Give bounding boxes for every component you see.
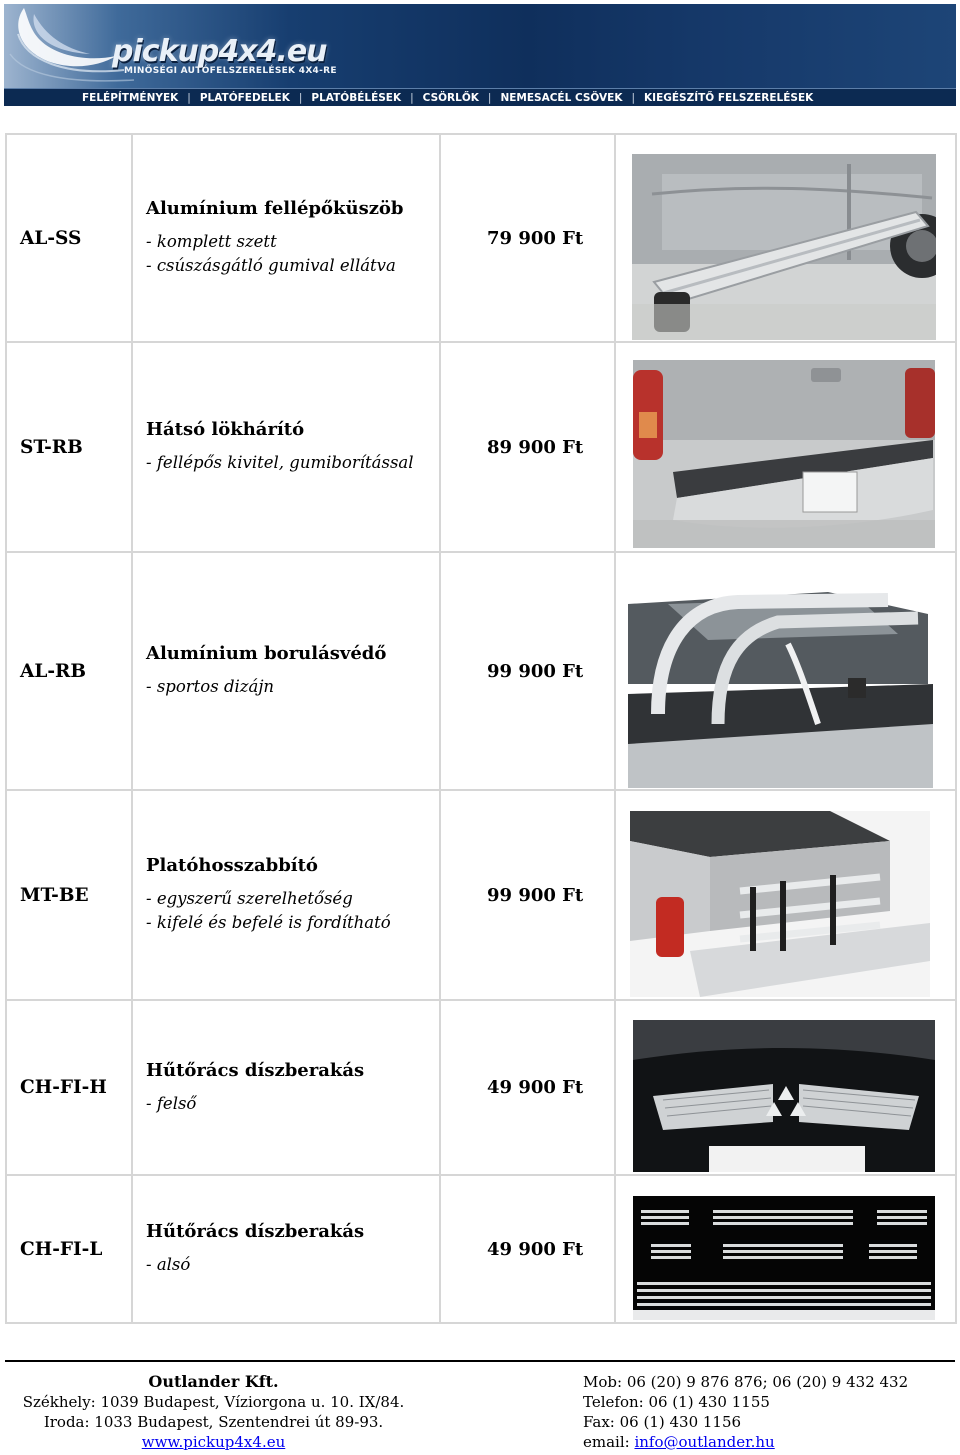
product-price: 49 900 Ft bbox=[440, 1000, 615, 1175]
product-name: Alumínium fellépőküszöb bbox=[146, 198, 404, 219]
table-row bbox=[6, 134, 956, 342]
product-description bbox=[132, 552, 440, 790]
brand-tagline: MINŐSÉGI AUTÓFELSZERELÉSEK 4X4-RE bbox=[124, 66, 337, 76]
bed-extender-photo bbox=[630, 811, 930, 997]
product-description bbox=[132, 790, 440, 1000]
nav-item-platobelesek[interactable]: PLATÓBÉLÉSEK bbox=[311, 92, 402, 104]
company-headquarters: Székhely: 1039 Budapest, Víziorgona u. 10. IX/84. bbox=[22, 1393, 405, 1411]
table-row bbox=[6, 790, 956, 1000]
nav-separator: | bbox=[631, 92, 636, 104]
product-price: 79 900 Ft bbox=[440, 134, 615, 342]
nav-separator: | bbox=[298, 92, 303, 104]
nav-separator: | bbox=[410, 92, 414, 104]
product-price: 99 900 Ft bbox=[440, 790, 615, 1000]
footer-divider bbox=[5, 1360, 955, 1362]
rear-bumper-photo bbox=[633, 360, 935, 548]
product-feature: - alsó bbox=[146, 1255, 191, 1274]
nav-item-felepitmenyek[interactable]: FELÉPÍTMÉNYEK bbox=[82, 92, 179, 104]
nav-separator: | bbox=[487, 92, 492, 104]
nav-item-nemesacel-csovek[interactable]: NEMESACÉL CSÖVEK bbox=[500, 92, 623, 104]
table-row bbox=[6, 342, 956, 552]
product-price: 49 900 Ft bbox=[440, 1175, 615, 1323]
site-banner bbox=[4, 4, 956, 106]
product-name: Hátsó lökhárító bbox=[146, 419, 305, 440]
product-feature: - sportos dizájn bbox=[146, 677, 275, 696]
email-link[interactable]: info@outlander.hu bbox=[634, 1433, 775, 1451]
product-description bbox=[132, 342, 440, 552]
nav-item-kiegeszito-felszerelesek[interactable]: KIEGÉSZÍTŐ FELSZERELÉSEK bbox=[644, 92, 814, 104]
product-code: MT-BE bbox=[6, 790, 132, 1000]
roll-bar-photo bbox=[628, 574, 933, 788]
product-code: CH-FI-L bbox=[6, 1175, 132, 1323]
product-name: Platóhosszabbító bbox=[146, 855, 318, 876]
product-code: ST-RB bbox=[6, 342, 132, 552]
product-code: AL-SS bbox=[6, 134, 132, 342]
product-price-table bbox=[5, 133, 957, 1324]
product-name: Hűtőrács díszberakás bbox=[146, 1059, 365, 1081]
nav-separator: | bbox=[187, 92, 191, 104]
product-photo-cell bbox=[615, 1000, 956, 1175]
brand-logo-text[interactable]: pickup4x4.eu bbox=[112, 34, 327, 69]
product-price: 99 900 Ft bbox=[440, 552, 615, 790]
product-photo-cell bbox=[615, 790, 956, 1000]
table-row bbox=[6, 1000, 956, 1175]
company-office: Iroda: 1033 Budapest, Szentendrei út 89-93. bbox=[43, 1413, 384, 1431]
lower-grille-photo bbox=[633, 1196, 935, 1320]
contact-fax: Fax: 06 (1) 430 1156 bbox=[583, 1413, 742, 1431]
product-price: 89 900 Ft bbox=[440, 342, 615, 552]
company-name: Outlander Kft. bbox=[148, 1372, 279, 1391]
product-feature: - fellépős kivitel, gumiborítással bbox=[146, 453, 414, 472]
product-code: CH-FI-H bbox=[6, 1000, 132, 1175]
nav-item-csorlok[interactable]: CSÖRLŐK bbox=[422, 92, 479, 104]
upper-grille-photo bbox=[633, 1020, 935, 1172]
product-photo-cell bbox=[615, 1175, 956, 1323]
website-link[interactable]: www.pickup4x4.eu bbox=[141, 1433, 286, 1451]
product-feature: - csúszásgátló gumival ellátva bbox=[146, 256, 396, 275]
side-step-photo bbox=[632, 154, 936, 340]
product-feature: - felső bbox=[146, 1093, 197, 1113]
footer-company-info bbox=[5, 1372, 422, 1452]
product-description bbox=[132, 134, 440, 342]
product-name: Alumínium borulásvédő bbox=[146, 643, 387, 664]
table-row bbox=[6, 1175, 956, 1323]
footer-contact-info bbox=[583, 1372, 955, 1452]
product-feature: - komplett szett bbox=[146, 232, 277, 251]
product-feature: - egyszerű szerelhetőség bbox=[146, 889, 353, 908]
product-photo-cell bbox=[615, 552, 956, 790]
product-description bbox=[132, 1000, 440, 1175]
product-code: AL-RB bbox=[6, 552, 132, 790]
email-label: email: bbox=[583, 1433, 635, 1451]
product-description bbox=[132, 1175, 440, 1323]
main-nav bbox=[4, 88, 956, 106]
product-photo-cell bbox=[615, 342, 956, 552]
contact-phone: Telefon: 06 (1) 430 1155 bbox=[583, 1393, 770, 1411]
nav-item-platofedelek[interactable]: PLATÓFEDELEK bbox=[199, 92, 290, 104]
table-row bbox=[6, 552, 956, 790]
product-feature: - kifelé és befelé is fordítható bbox=[146, 913, 391, 932]
product-photo-cell bbox=[615, 134, 956, 342]
contact-mobile: Mob: 06 (20) 9 876 876; 06 (20) 9 432 432 bbox=[583, 1373, 909, 1391]
product-name: Hűtőrács díszberakás bbox=[146, 1221, 365, 1242]
